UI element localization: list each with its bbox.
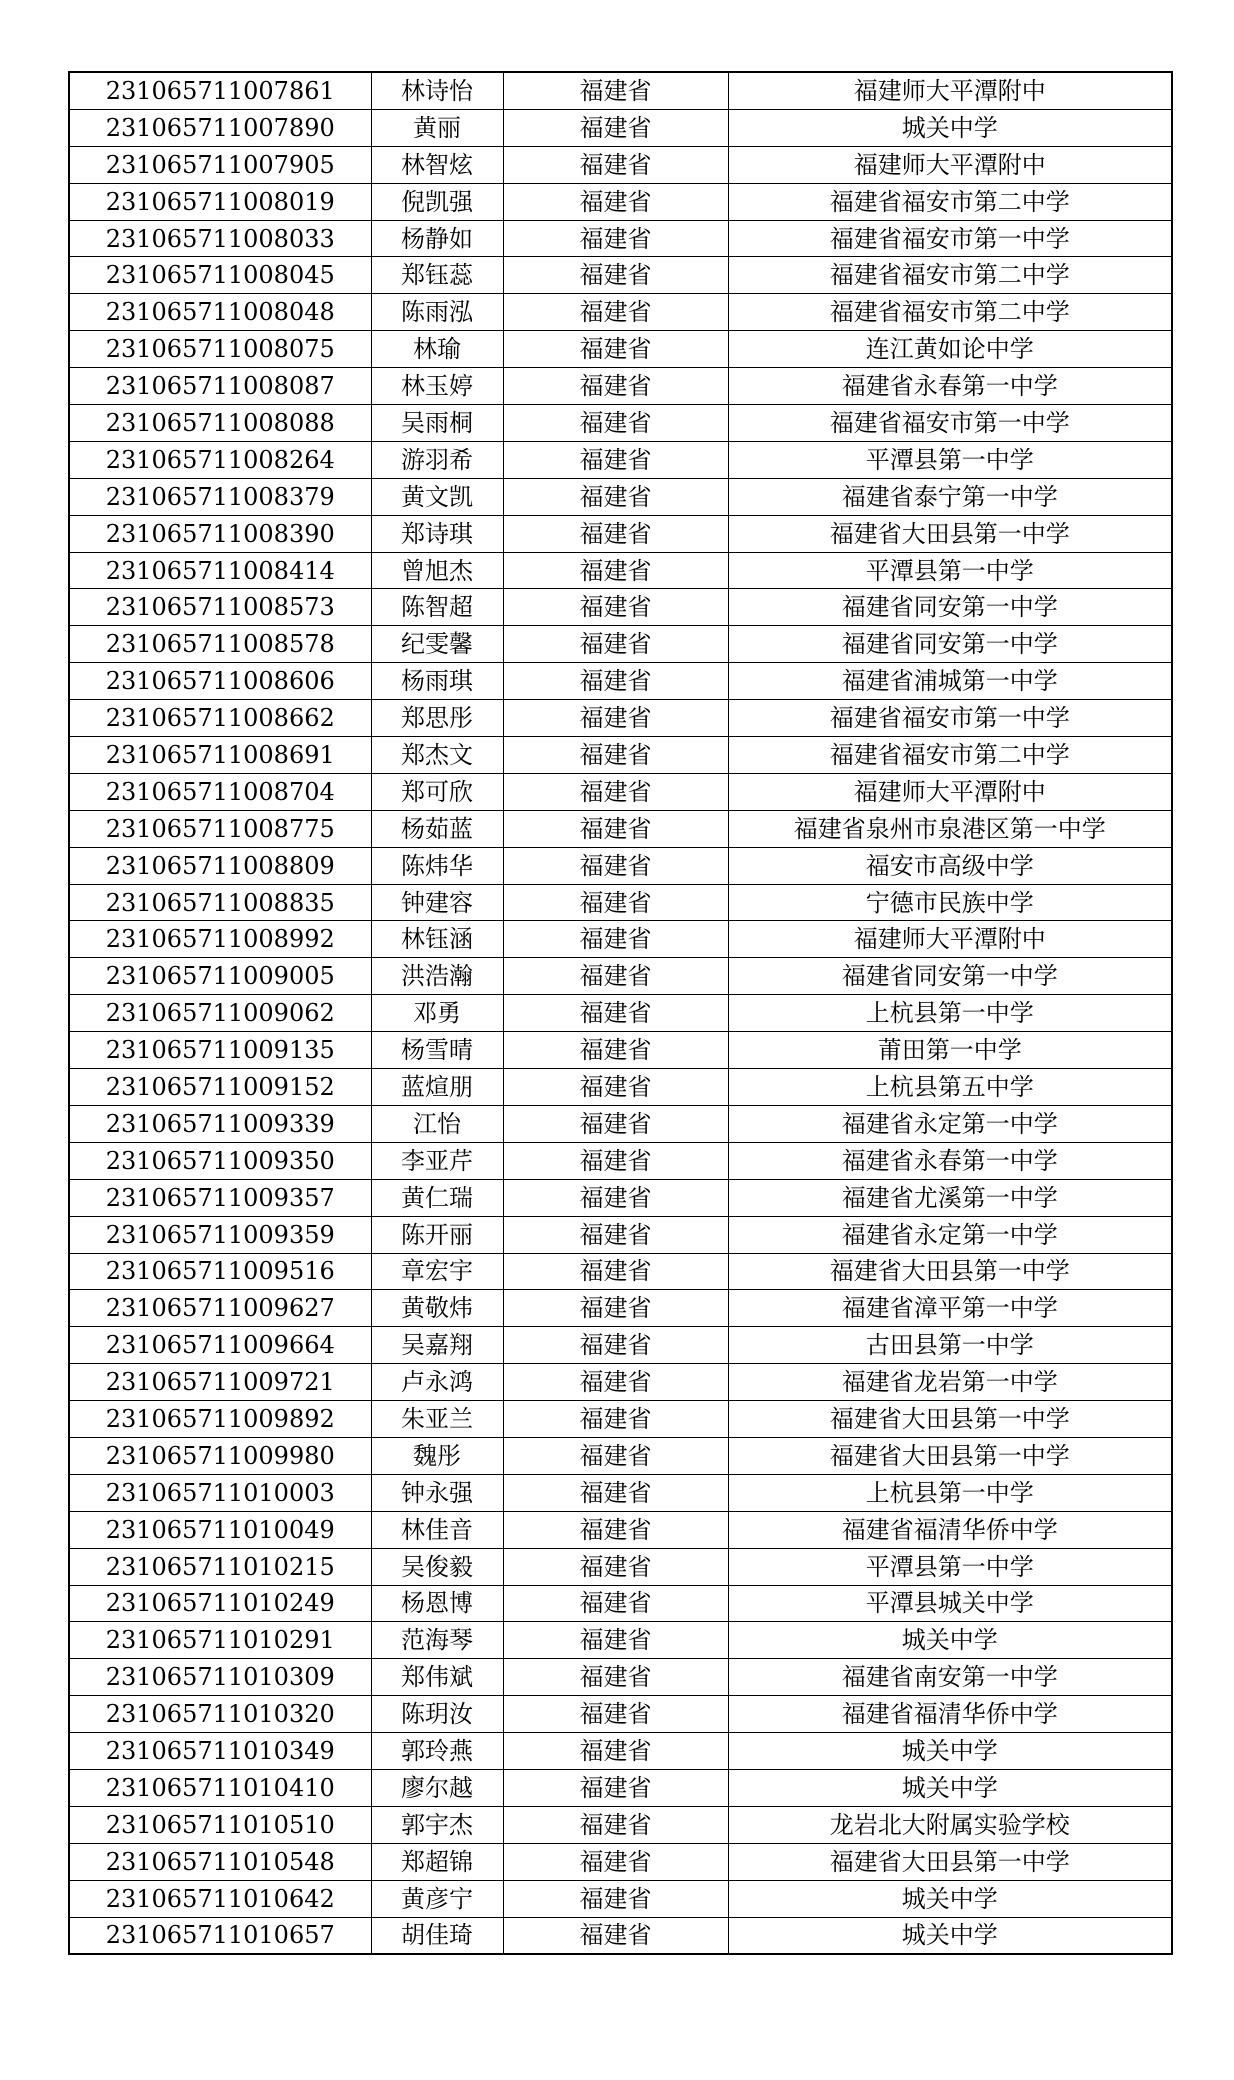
province-cell: 福建省 [503, 1622, 728, 1659]
student-name-cell: 吴雨桐 [371, 405, 503, 442]
student-name-cell: 胡佳琦 [371, 1917, 503, 1954]
student-name-cell: 郭玲燕 [371, 1733, 503, 1770]
student-name-cell: 洪浩瀚 [371, 958, 503, 995]
table-row [69, 146, 1172, 183]
table-row [69, 737, 1172, 774]
province-cell: 福建省 [503, 1142, 728, 1179]
school-cell: 莆田第一中学 [728, 1032, 1172, 1069]
school-cell: 福建省福安市第一中学 [728, 700, 1172, 737]
exam-id-cell: 231065711008578 [69, 626, 371, 663]
table-row [69, 810, 1172, 847]
school-cell: 福建省永定第一中学 [728, 1216, 1172, 1253]
exam-id-cell: 231065711010249 [69, 1585, 371, 1622]
school-cell: 福建省福安市第二中学 [728, 294, 1172, 331]
student-name-cell: 杨静如 [371, 220, 503, 257]
school-cell: 福建省永春第一中学 [728, 1142, 1172, 1179]
exam-id-cell: 231065711008704 [69, 773, 371, 810]
student-name-cell: 吴俊毅 [371, 1548, 503, 1585]
exam-id-cell: 231065711008048 [69, 294, 371, 331]
province-cell: 福建省 [503, 1474, 728, 1511]
exam-id-cell: 231065711009135 [69, 1032, 371, 1069]
school-cell: 福建省龙岩第一中学 [728, 1364, 1172, 1401]
student-name-cell: 杨雨琪 [371, 663, 503, 700]
table-row [69, 1917, 1172, 1954]
school-cell: 福建省泰宁第一中学 [728, 478, 1172, 515]
province-cell: 福建省 [503, 847, 728, 884]
table-row [69, 589, 1172, 626]
student-name-cell: 陈玥汝 [371, 1696, 503, 1733]
province-cell: 福建省 [503, 220, 728, 257]
exam-id-cell: 231065711010049 [69, 1511, 371, 1548]
province-cell: 福建省 [503, 478, 728, 515]
province-cell: 福建省 [503, 1548, 728, 1585]
student-name-cell: 杨恩博 [371, 1585, 503, 1622]
school-cell: 福建省尤溪第一中学 [728, 1179, 1172, 1216]
exam-id-cell: 231065711009005 [69, 958, 371, 995]
student-name-cell: 章宏宇 [371, 1253, 503, 1290]
province-cell: 福建省 [503, 1437, 728, 1474]
table-row [69, 552, 1172, 589]
school-cell: 福建省同安第一中学 [728, 958, 1172, 995]
student-name-cell: 陈雨泓 [371, 294, 503, 331]
table-row [69, 72, 1172, 109]
student-name-cell: 钟永强 [371, 1474, 503, 1511]
school-cell: 福建省大田县第一中学 [728, 515, 1172, 552]
school-cell: 上杭县第一中学 [728, 995, 1172, 1032]
school-cell: 上杭县第五中学 [728, 1069, 1172, 1106]
student-name-cell: 钟建容 [371, 884, 503, 921]
student-name-cell: 陈开丽 [371, 1216, 503, 1253]
table-row [69, 405, 1172, 442]
exam-id-cell: 231065711008414 [69, 552, 371, 589]
student-name-cell: 曾旭杰 [371, 552, 503, 589]
school-cell: 福建省大田县第一中学 [728, 1843, 1172, 1880]
province-cell: 福建省 [503, 405, 728, 442]
table-row [69, 1806, 1172, 1843]
table-row [69, 1843, 1172, 1880]
exam-id-cell: 231065711008691 [69, 737, 371, 774]
province-cell: 福建省 [503, 257, 728, 294]
school-cell: 宁德市民族中学 [728, 884, 1172, 921]
student-name-cell: 郑杰文 [371, 737, 503, 774]
table-row [69, 294, 1172, 331]
table-row [69, 1548, 1172, 1585]
exam-id-cell: 231065711010003 [69, 1474, 371, 1511]
school-cell: 连江黄如论中学 [728, 331, 1172, 368]
table-row [69, 1733, 1172, 1770]
province-cell: 福建省 [503, 1364, 728, 1401]
province-cell: 福建省 [503, 146, 728, 183]
roster-body [69, 72, 1172, 1954]
table-row [69, 626, 1172, 663]
exam-id-cell: 231065711009721 [69, 1364, 371, 1401]
student-name-cell: 林玉婷 [371, 368, 503, 405]
table-row [69, 220, 1172, 257]
student-name-cell: 郑伟斌 [371, 1659, 503, 1696]
table-row [69, 1511, 1172, 1548]
province-cell: 福建省 [503, 1179, 728, 1216]
school-cell: 城关中学 [728, 1733, 1172, 1770]
school-cell: 福建省永春第一中学 [728, 368, 1172, 405]
student-name-cell: 林瑜 [371, 331, 503, 368]
student-name-cell: 黄仁瑞 [371, 1179, 503, 1216]
exam-id-cell: 231065711007890 [69, 109, 371, 146]
exam-id-cell: 231065711008019 [69, 183, 371, 220]
student-name-cell: 廖尔越 [371, 1769, 503, 1806]
exam-id-cell: 231065711008087 [69, 368, 371, 405]
table-row [69, 995, 1172, 1032]
school-cell: 福建省福清华侨中学 [728, 1696, 1172, 1733]
exam-id-cell: 231065711009339 [69, 1105, 371, 1142]
province-cell: 福建省 [503, 1769, 728, 1806]
student-name-cell: 吴嘉翔 [371, 1327, 503, 1364]
exam-id-cell: 231065711009980 [69, 1437, 371, 1474]
exam-id-cell: 231065711008264 [69, 441, 371, 478]
student-name-cell: 黄丽 [371, 109, 503, 146]
school-cell: 福建师大平潭附中 [728, 72, 1172, 109]
exam-id-cell: 231065711010410 [69, 1769, 371, 1806]
student-name-cell: 邓勇 [371, 995, 503, 1032]
table-row [69, 847, 1172, 884]
exam-id-cell: 231065711009357 [69, 1179, 371, 1216]
student-name-cell: 林佳音 [371, 1511, 503, 1548]
student-name-cell: 郑超锦 [371, 1843, 503, 1880]
table-row [69, 773, 1172, 810]
school-cell: 福建省福安市第一中学 [728, 405, 1172, 442]
student-name-cell: 范海琴 [371, 1622, 503, 1659]
province-cell: 福建省 [503, 1696, 728, 1733]
table-row [69, 1216, 1172, 1253]
province-cell: 福建省 [503, 109, 728, 146]
province-cell: 福建省 [503, 1659, 728, 1696]
school-cell: 福安市高级中学 [728, 847, 1172, 884]
exam-id-cell: 231065711010291 [69, 1622, 371, 1659]
school-cell: 福建省福安市第二中学 [728, 737, 1172, 774]
province-cell: 福建省 [503, 1216, 728, 1253]
school-cell: 福建省大田县第一中学 [728, 1401, 1172, 1438]
school-cell: 福建省永定第一中学 [728, 1105, 1172, 1142]
school-cell: 平潭县城关中学 [728, 1585, 1172, 1622]
province-cell: 福建省 [503, 1917, 728, 1954]
table-row [69, 884, 1172, 921]
exam-id-cell: 231065711009350 [69, 1142, 371, 1179]
province-cell: 福建省 [503, 1585, 728, 1622]
province-cell: 福建省 [503, 331, 728, 368]
exam-id-cell: 231065711010510 [69, 1806, 371, 1843]
province-cell: 福建省 [503, 1806, 728, 1843]
school-cell: 城关中学 [728, 1880, 1172, 1917]
exam-id-cell: 231065711008809 [69, 847, 371, 884]
school-cell: 福建省南安第一中学 [728, 1659, 1172, 1696]
student-name-cell: 陈炜华 [371, 847, 503, 884]
exam-id-cell: 231065711008662 [69, 700, 371, 737]
province-cell: 福建省 [503, 294, 728, 331]
student-name-cell: 杨茹蓝 [371, 810, 503, 847]
table-row [69, 257, 1172, 294]
table-row [69, 1769, 1172, 1806]
province-cell: 福建省 [503, 995, 728, 1032]
school-cell: 平潭县第一中学 [728, 441, 1172, 478]
table-row [69, 515, 1172, 552]
province-cell: 福建省 [503, 1511, 728, 1548]
table-row [69, 1290, 1172, 1327]
student-name-cell: 郑思彤 [371, 700, 503, 737]
province-cell: 福建省 [503, 921, 728, 958]
school-cell: 城关中学 [728, 1622, 1172, 1659]
exam-id-cell: 231065711008573 [69, 589, 371, 626]
school-cell: 福建省同安第一中学 [728, 626, 1172, 663]
student-name-cell: 郭宇杰 [371, 1806, 503, 1843]
school-cell: 平潭县第一中学 [728, 552, 1172, 589]
school-cell: 城关中学 [728, 109, 1172, 146]
school-cell: 龙岩北大附属实验学校 [728, 1806, 1172, 1843]
province-cell: 福建省 [503, 1401, 728, 1438]
exam-id-cell: 231065711008045 [69, 257, 371, 294]
exam-id-cell: 231065711010548 [69, 1843, 371, 1880]
exam-id-cell: 231065711010642 [69, 1880, 371, 1917]
table-row [69, 1659, 1172, 1696]
student-name-cell: 郑诗琪 [371, 515, 503, 552]
exam-id-cell: 231065711010657 [69, 1917, 371, 1954]
school-cell: 城关中学 [728, 1769, 1172, 1806]
student-name-cell: 黄文凯 [371, 478, 503, 515]
exam-id-cell: 231065711008606 [69, 663, 371, 700]
exam-id-cell: 231065711010309 [69, 1659, 371, 1696]
table-row [69, 1142, 1172, 1179]
exam-id-cell: 231065711007905 [69, 146, 371, 183]
exam-id-cell: 231065711010320 [69, 1696, 371, 1733]
exam-id-cell: 231065711009892 [69, 1401, 371, 1438]
student-name-cell: 黄彦宁 [371, 1880, 503, 1917]
province-cell: 福建省 [503, 1032, 728, 1069]
province-cell: 福建省 [503, 884, 728, 921]
school-cell: 福建省福安市第一中学 [728, 220, 1172, 257]
student-name-cell: 朱亚兰 [371, 1401, 503, 1438]
table-row [69, 441, 1172, 478]
table-row [69, 1069, 1172, 1106]
table-row [69, 183, 1172, 220]
province-cell: 福建省 [503, 700, 728, 737]
exam-id-cell: 231065711009152 [69, 1069, 371, 1106]
school-cell: 福建师大平潭附中 [728, 921, 1172, 958]
exam-id-cell: 231065711008390 [69, 515, 371, 552]
table-row [69, 1696, 1172, 1733]
exam-id-cell: 231065711009062 [69, 995, 371, 1032]
province-cell: 福建省 [503, 1733, 728, 1770]
school-cell: 福建师大平潭附中 [728, 773, 1172, 810]
school-cell: 福建省福安市第二中学 [728, 257, 1172, 294]
province-cell: 福建省 [503, 72, 728, 109]
province-cell: 福建省 [503, 183, 728, 220]
table-row [69, 663, 1172, 700]
student-name-cell: 魏彤 [371, 1437, 503, 1474]
table-row [69, 368, 1172, 405]
exam-id-cell: 231065711009664 [69, 1327, 371, 1364]
province-cell: 福建省 [503, 1105, 728, 1142]
exam-id-cell: 231065711007861 [69, 72, 371, 109]
province-cell: 福建省 [503, 810, 728, 847]
exam-id-cell: 231065711010349 [69, 1733, 371, 1770]
student-name-cell: 江怡 [371, 1105, 503, 1142]
table-row [69, 958, 1172, 995]
table-row [69, 1364, 1172, 1401]
province-cell: 福建省 [503, 1069, 728, 1106]
school-cell: 福建省大田县第一中学 [728, 1253, 1172, 1290]
school-cell: 福建省同安第一中学 [728, 589, 1172, 626]
student-name-cell: 郑可欣 [371, 773, 503, 810]
school-cell: 福建师大平潭附中 [728, 146, 1172, 183]
school-cell: 平潭县第一中学 [728, 1548, 1172, 1585]
province-cell: 福建省 [503, 1290, 728, 1327]
table-row [69, 1437, 1172, 1474]
school-cell: 上杭县第一中学 [728, 1474, 1172, 1511]
exam-id-cell: 231065711009627 [69, 1290, 371, 1327]
table-row [69, 700, 1172, 737]
province-cell: 福建省 [503, 441, 728, 478]
province-cell: 福建省 [503, 1880, 728, 1917]
student-name-cell: 倪凯强 [371, 183, 503, 220]
province-cell: 福建省 [503, 773, 728, 810]
student-name-cell: 杨雪晴 [371, 1032, 503, 1069]
student-name-cell: 林诗怡 [371, 72, 503, 109]
school-cell: 福建省浦城第一中学 [728, 663, 1172, 700]
exam-id-cell: 231065711008379 [69, 478, 371, 515]
school-cell: 福建省漳平第一中学 [728, 1290, 1172, 1327]
province-cell: 福建省 [503, 552, 728, 589]
school-cell: 古田县第一中学 [728, 1327, 1172, 1364]
table-row [69, 478, 1172, 515]
exam-id-cell: 231065711010215 [69, 1548, 371, 1585]
province-cell: 福建省 [503, 1253, 728, 1290]
student-name-cell: 郑钰蕊 [371, 257, 503, 294]
table-row [69, 1622, 1172, 1659]
student-name-cell: 纪雯馨 [371, 626, 503, 663]
table-row [69, 331, 1172, 368]
student-name-cell: 黄敬炜 [371, 1290, 503, 1327]
table-row [69, 1179, 1172, 1216]
table-row [69, 1253, 1172, 1290]
school-cell: 福建省福清华侨中学 [728, 1511, 1172, 1548]
school-cell: 福建省福安市第二中学 [728, 183, 1172, 220]
student-name-cell: 李亚芹 [371, 1142, 503, 1179]
exam-id-cell: 231065711009359 [69, 1216, 371, 1253]
student-name-cell: 林钰涵 [371, 921, 503, 958]
table-row [69, 1401, 1172, 1438]
table-row [69, 1474, 1172, 1511]
student-name-cell: 蓝煊朋 [371, 1069, 503, 1106]
province-cell: 福建省 [503, 515, 728, 552]
table-row [69, 1585, 1172, 1622]
province-cell: 福建省 [503, 626, 728, 663]
table-row [69, 1880, 1172, 1917]
exam-id-cell: 231065711008075 [69, 331, 371, 368]
table-row [69, 1327, 1172, 1364]
exam-id-cell: 231065711008992 [69, 921, 371, 958]
exam-id-cell: 231065711008775 [69, 810, 371, 847]
province-cell: 福建省 [503, 663, 728, 700]
student-name-cell: 林智炫 [371, 146, 503, 183]
exam-id-cell: 231065711009516 [69, 1253, 371, 1290]
table-row [69, 1032, 1172, 1069]
student-name-cell: 卢永鸿 [371, 1364, 503, 1401]
province-cell: 福建省 [503, 368, 728, 405]
exam-id-cell: 231065711008033 [69, 220, 371, 257]
table-row [69, 1105, 1172, 1142]
student-name-cell: 陈智超 [371, 589, 503, 626]
school-cell: 福建省大田县第一中学 [728, 1437, 1172, 1474]
exam-id-cell: 231065711008835 [69, 884, 371, 921]
student-roster-table [68, 71, 1173, 1955]
student-name-cell: 游羽希 [371, 441, 503, 478]
school-cell: 福建省泉州市泉港区第一中学 [728, 810, 1172, 847]
table-row [69, 109, 1172, 146]
province-cell: 福建省 [503, 1843, 728, 1880]
province-cell: 福建省 [503, 589, 728, 626]
province-cell: 福建省 [503, 737, 728, 774]
table-row [69, 921, 1172, 958]
province-cell: 福建省 [503, 1327, 728, 1364]
school-cell: 城关中学 [728, 1917, 1172, 1954]
province-cell: 福建省 [503, 958, 728, 995]
exam-id-cell: 231065711008088 [69, 405, 371, 442]
